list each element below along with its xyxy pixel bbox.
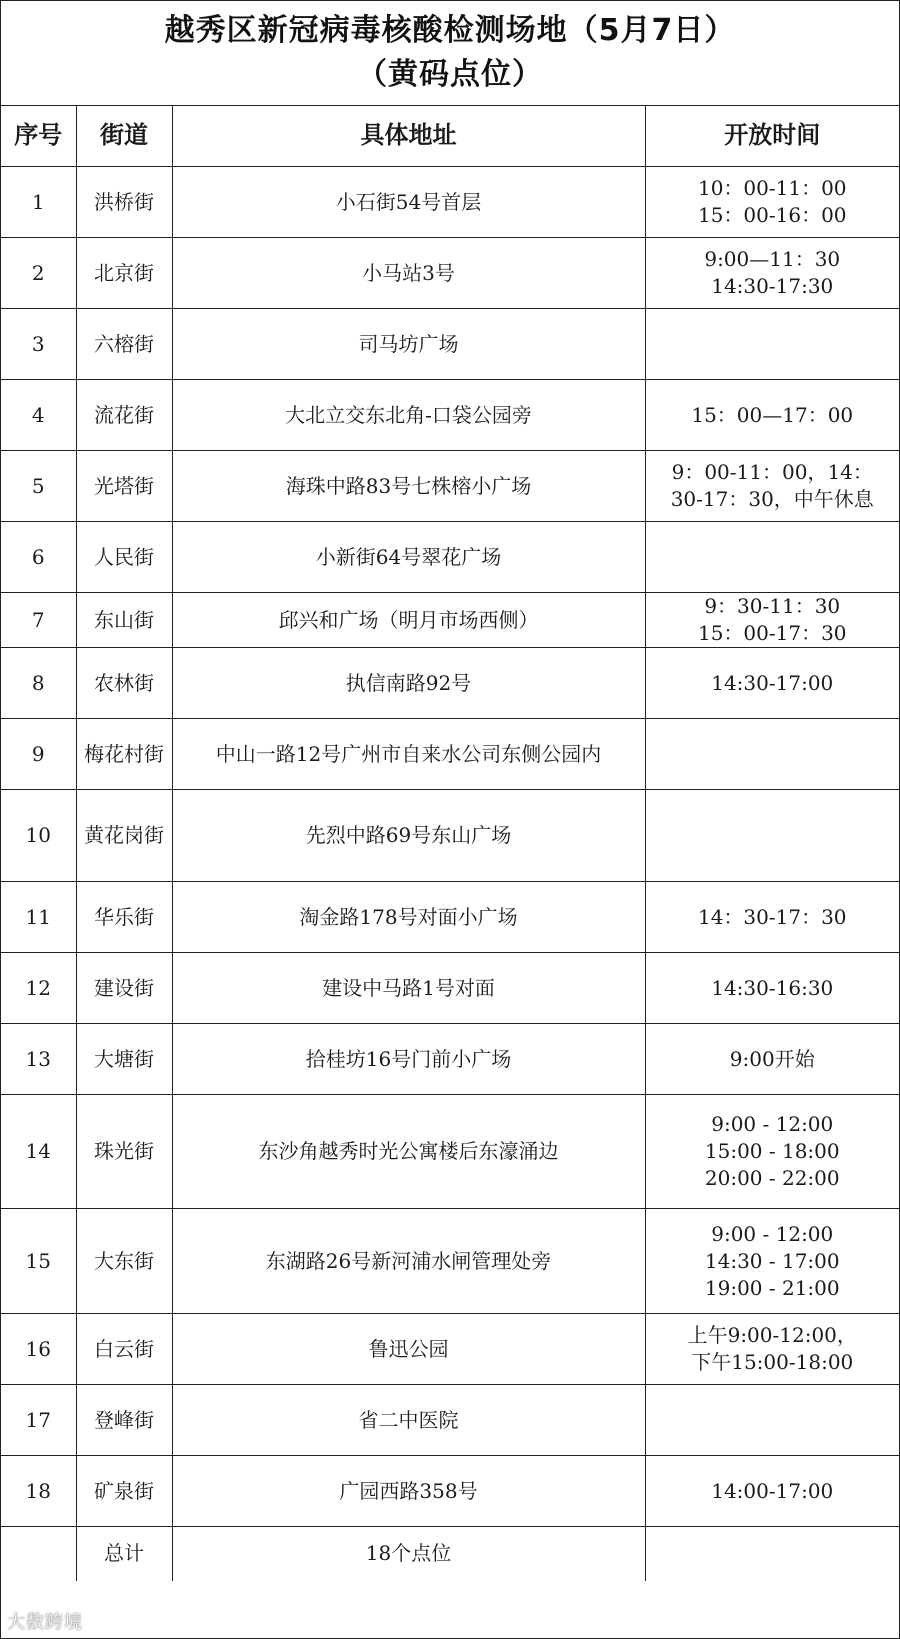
row-hours (645, 648, 899, 719)
table-row (1, 167, 899, 238)
row-address: 先烈中路69号东山广场 (172, 790, 645, 882)
row-address: 鲁迅公园 (172, 1314, 645, 1385)
table-row (1, 522, 899, 593)
row-street: 人民街 (76, 522, 172, 593)
header-row (1, 105, 899, 167)
row-hours (645, 522, 899, 593)
row-number: 14 (1, 1095, 76, 1209)
test-sites-table (1, 105, 899, 1581)
table-row (1, 648, 899, 719)
row-address: 拾桂坊16号门前小广场 (172, 1024, 645, 1095)
hours-line: 下午15:00-18:00 (691, 1350, 854, 1374)
row-street: 北京街 (76, 238, 172, 309)
hours-line: 14:30 - 17:00 (704, 1248, 840, 1273)
row-number: 9 (1, 719, 76, 790)
total-value: 18个点位 (172, 1527, 645, 1581)
hours-line: 9:00 - 12:00 (711, 1112, 834, 1136)
row-street: 登峰街 (76, 1385, 172, 1456)
table-row (1, 380, 899, 451)
row-number: 10 (1, 790, 76, 882)
hours-line: 14:30-17:00 (711, 670, 834, 695)
row-street: 白云街 (76, 1314, 172, 1385)
hours-line: 上午9:00-12:00， (687, 1323, 857, 1347)
row-street: 流花街 (76, 380, 172, 451)
row-number: 11 (1, 882, 76, 953)
row-street: 华乐街 (76, 882, 172, 953)
row-hours (645, 167, 899, 238)
row-number: 2 (1, 238, 76, 309)
row-address: 执信南路92号 (172, 648, 645, 719)
total-number-cell (1, 1527, 76, 1581)
row-hours (645, 451, 899, 522)
row-address: 小新街64号翠花广场 (172, 522, 645, 593)
watermark-logo (7, 1608, 83, 1634)
row-street: 洪桥街 (76, 167, 172, 238)
watermark-text: 大数跨境 (7, 1612, 83, 1633)
row-hours (645, 719, 899, 790)
header-number: 序号 (1, 105, 76, 167)
row-address: 大北立交东北角-口袋公园旁 (172, 380, 645, 451)
row-address: 省二中医院 (172, 1385, 645, 1456)
row-number: 7 (1, 593, 76, 648)
row-hours (645, 380, 899, 451)
hours-line: 30-17：30，中午休息 (670, 487, 874, 511)
hours-line: 9:00—11：30 (704, 247, 841, 271)
row-address: 中山一路12号广州市自来水公司东侧公园内 (172, 719, 645, 790)
hours-line: 15:00 - 18:00 (704, 1139, 840, 1163)
table-row (1, 309, 899, 380)
hours-line: 14:30-17:30 (711, 274, 834, 298)
row-street: 六榕街 (76, 309, 172, 380)
table-row (1, 882, 899, 953)
hours-line: 14:30-16:30 (711, 975, 834, 1000)
page-title: 越秀区新冠病毒核酸检测场地（5月7日） (164, 13, 736, 48)
row-street: 光塔街 (76, 451, 172, 522)
header-hours: 开放时间 (645, 105, 899, 167)
table-row (1, 593, 899, 648)
row-hours (645, 1024, 899, 1095)
row-number: 16 (1, 1314, 76, 1385)
hours-line: 9：30-11：30 (704, 594, 841, 618)
hours-line: 14:00-17:00 (711, 1478, 834, 1503)
hours-line: 9：00-11：00，14： (671, 460, 873, 484)
row-hours (645, 882, 899, 953)
table-row (1, 719, 899, 790)
row-address: 广园西路358号 (172, 1456, 645, 1527)
row-street: 矿泉街 (76, 1456, 172, 1527)
row-address: 小马站3号 (172, 238, 645, 309)
title-block (1, 1, 899, 106)
hours-line: 9:00 - 12:00 (711, 1221, 834, 1246)
row-hours (645, 593, 899, 648)
header-street: 街道 (76, 105, 172, 167)
row-number: 1 (1, 167, 76, 238)
row-number: 3 (1, 309, 76, 380)
row-street: 大东街 (76, 1209, 172, 1314)
row-number: 8 (1, 648, 76, 719)
row-number: 15 (1, 1209, 76, 1314)
row-address: 东沙角越秀时光公寓楼后东濠涌边 (172, 1095, 645, 1209)
total-label: 总计 (76, 1527, 172, 1581)
row-street: 建设街 (76, 953, 172, 1024)
row-street: 大塘街 (76, 1024, 172, 1095)
hours-line: 15：00-16：00 (697, 203, 847, 227)
row-address: 司马坊广场 (172, 309, 645, 380)
table-row (1, 451, 899, 522)
row-address: 小石街54号首层 (172, 167, 645, 238)
row-number: 13 (1, 1024, 76, 1095)
table-row (1, 1024, 899, 1095)
row-address: 邱兴和广场（明月市场西侧） (172, 593, 645, 648)
row-number: 5 (1, 451, 76, 522)
hours-line: 15：00-17：30 (697, 621, 847, 645)
row-hours (645, 790, 899, 882)
row-hours (645, 1456, 899, 1527)
table-row (1, 1095, 899, 1209)
total-row (1, 1527, 899, 1581)
row-hours (645, 309, 899, 380)
table-row (1, 1209, 899, 1314)
row-address: 东湖路26号新河浦水闸管理处旁 (172, 1209, 645, 1314)
hours-line: 15：00—17：00 (691, 402, 854, 427)
row-hours (645, 1314, 899, 1385)
table-row (1, 1385, 899, 1456)
row-address: 海珠中路83号七株榕小广场 (172, 451, 645, 522)
table-row (1, 1456, 899, 1527)
row-street: 梅花村街 (76, 719, 172, 790)
header-address: 具体地址 (172, 105, 645, 167)
table-row (1, 790, 899, 882)
row-street: 东山街 (76, 593, 172, 648)
row-number: 12 (1, 953, 76, 1024)
row-street: 黄花岗街 (76, 790, 172, 882)
table-row (1, 1314, 899, 1385)
hours-line: 14：30-17：30 (697, 904, 847, 929)
hours-line: 19:00 - 21:00 (704, 1275, 840, 1300)
row-number: 6 (1, 522, 76, 593)
row-hours (645, 1385, 899, 1456)
row-street: 农林街 (76, 648, 172, 719)
row-address: 建设中马路1号对面 (172, 953, 645, 1024)
row-number: 18 (1, 1456, 76, 1527)
row-number: 4 (1, 380, 76, 451)
row-hours (645, 1209, 899, 1314)
page-subtitle: （黄码点位） (357, 57, 543, 92)
row-street: 珠光街 (76, 1095, 172, 1209)
total-hours-cell (645, 1527, 899, 1581)
table-row (1, 953, 899, 1024)
hours-line: 9:00开始 (729, 1046, 815, 1071)
hours-line: 20:00 - 22:00 (704, 1166, 840, 1190)
row-number: 17 (1, 1385, 76, 1456)
hours-line: 10：00-11：00 (697, 176, 847, 200)
row-hours (645, 1095, 899, 1209)
row-hours (645, 238, 899, 309)
row-address: 淘金路178号对面小广场 (172, 882, 645, 953)
table-row (1, 238, 899, 309)
row-hours (645, 953, 899, 1024)
